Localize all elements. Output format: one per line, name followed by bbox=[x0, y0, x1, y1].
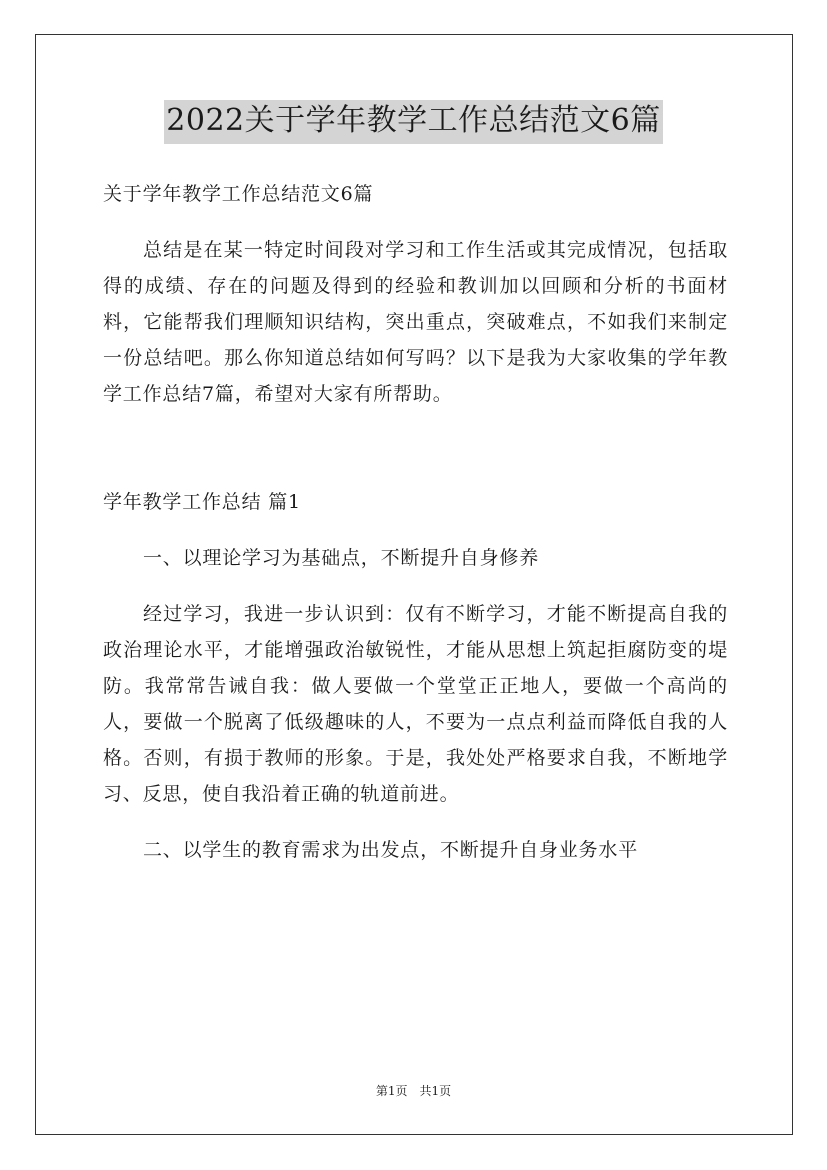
spacer bbox=[103, 576, 728, 596]
document-body bbox=[103, 176, 728, 868]
page-footer bbox=[0, 1083, 827, 1099]
spacer bbox=[103, 812, 728, 832]
section-title: 学年教学工作总结 篇1 bbox=[103, 491, 301, 513]
spacer bbox=[103, 412, 728, 484]
point-body: 经过学习，我进一步认识到：仅有不断学习，才能不断提高自我的政治理论水平，才能增强政治敏锐性，才能从思想上筑起拒腐防变的堤防。我常常告诫自我：做人要做一个堂堂正正地人，要做一个高尚的人，要做一个脱离了低级趣味的人，不要为一点点利益而降低自我的人格。否则，有损于教师的形象。于是，我处处严格要求自我，不断地学习、反思，使自我沿着正确的轨道前进。 bbox=[103, 603, 728, 805]
page-number: 第1页 共1页 bbox=[375, 1084, 452, 1098]
spacer bbox=[103, 212, 728, 232]
point-heading: 一、以理论学习为基础点，不断提升自身修养 bbox=[143, 547, 540, 569]
document-title-text: 2022关于学年教学工作总结范文6篇 bbox=[164, 100, 662, 144]
document-subtitle: 关于学年教学工作总结范文6篇 bbox=[103, 183, 374, 205]
document-title bbox=[0, 100, 827, 144]
intro-paragraph: 总结是在某一特定时间段对学习和工作生活或其完成情况，包括取得的成绩、存在的问题及得到的经验和教训加以回顾和分析的书面材料，它能帮我们理顺知识结构，突出重点，突破难点，不如我们来制定一份总结吧。那么你知道总结如何写吗？以下是我为大家收集的学年教学工作总结7篇，希望对大家有所帮助。 bbox=[103, 239, 728, 405]
spacer bbox=[103, 520, 728, 540]
point-heading: 二、以学生的教育需求为出发点，不断提升自身业务水平 bbox=[143, 839, 639, 861]
